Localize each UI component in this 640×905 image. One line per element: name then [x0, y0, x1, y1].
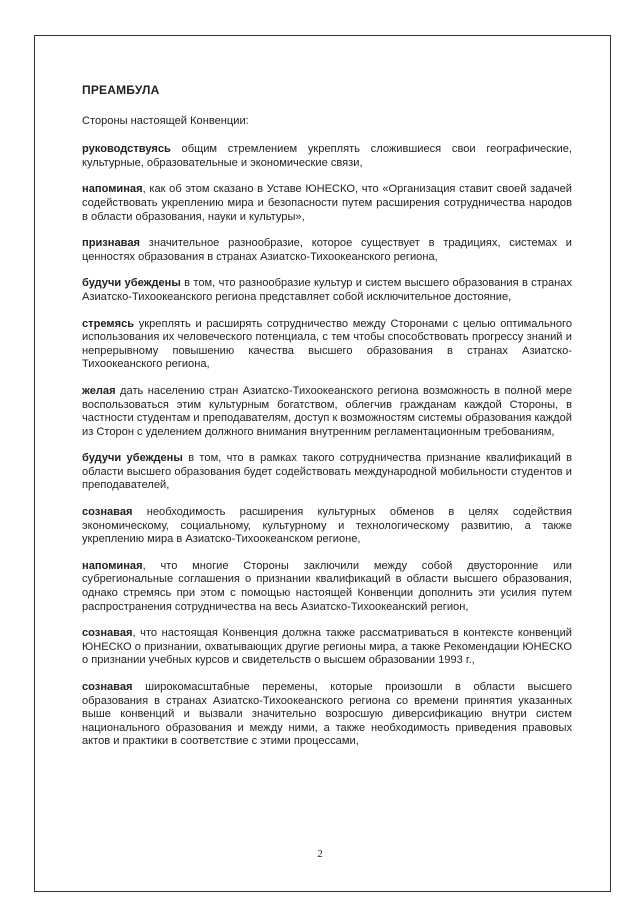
clause-keyword: сознавая — [82, 627, 133, 640]
clause-text: необходимость расширения культурных обменов в целях содействия экономическому, социальному, культурному и технологическому развитию, а также укреплению мира в Азиатско-Тихоокеанском регионе, — [82, 506, 572, 546]
clause-text: , что многие Стороны заключили между собой двусторонние или субрегиональные соглашения о признании квалификаций в области высшего образования, однако стремясь при этом с помощью настоящей Конвенции дополнить эти усилия путем распространения сотрудничества на весь Азиатско-Тихоокеанский регион, — [82, 559, 572, 613]
clause-paragraph — [82, 627, 572, 668]
clause-text: укреплять и расширять сотрудничество между Сторонами с целью оптимального использования их человеческого потенциала, с тем чтобы способствовать прогрессу знаний и непрерывному повышению качества высшего образования в странах Азиатско-Тихоокеанского региона, — [82, 317, 572, 371]
clause-text: широкомасштабные перемены, которые произошли в области высшего образования в странах Азиатско-Тихоокеанского региона со времени принятия указанных выше конвенций и вызвали значительно возросшую диверсификацию внутри систем национального образования и между ними, а также необходимость приведения правовых актов и практики в соответствие с этими процессами, — [82, 681, 572, 748]
clause-paragraph — [82, 143, 572, 170]
clause-keyword: напоминая — [82, 183, 143, 196]
clause-paragraph — [82, 237, 572, 264]
clause-paragraph — [82, 277, 572, 304]
clause-paragraph — [82, 506, 572, 547]
clause-text: общим стремлением укреплять сложившиеся свои географические, культурные, образовательные и экономические связи, — [82, 143, 572, 169]
clause-text: в том, что разнообразие культур и систем высшего образования в странах Азиатско-Тихоокеанского региона представляет собой исключительное достояние, — [82, 277, 572, 303]
intro-line: Стороны настоящей Конвенции: — [82, 114, 249, 127]
clause-keyword: стремясь — [82, 317, 135, 330]
clause-keyword: будучи убеждены — [82, 452, 183, 465]
preamble-heading: ПРЕАМБУЛА — [82, 83, 160, 97]
document-body — [82, 84, 572, 762]
clause-paragraph — [82, 318, 572, 372]
clause-keyword: сознавая — [82, 681, 133, 693]
clause-paragraph — [82, 681, 572, 749]
clause-paragraph — [82, 560, 572, 614]
clause-keyword: желая — [82, 384, 116, 397]
clause-text: значительное разнообразие, которое существует в традициях, системах и ценностях образования в странах Азиатско-Тихоокеанского региона, — [82, 237, 572, 263]
clause-keyword: будучи убеждены — [82, 277, 181, 290]
clause-text: в том, что в рамках такого сотрудничества признание квалификаций в области высшего образования будет содействовать международной мобильности студентов и преподавателей, — [82, 452, 572, 492]
clause-text: дать населению стран Азиатско-Тихоокеанского региона возможность в полной мере воспользоваться этим культурным богатством, облегчив гражданам каждой Стороны, в частности студентам и преподавателям, доступ к возможностям системы образования каждой из Сторон с уделением должного внимания внутренним регламентационным требованиям, — [82, 384, 572, 438]
clause-text: , что настоящая Конвенция должна также рассматриваться в контексте конвенций ЮНЕСКО о признании, охватывающих другие регионы мира, а также Рекомендации ЮНЕСКО о признании учебных курсов и свидетельств о высшем образовании 1993 г., — [82, 627, 572, 667]
clause-keyword: руководствуясь — [82, 143, 171, 156]
clause-text: , как об этом сказано в Уставе ЮНЕСКО, что «Организация ставит своей задачей содействовать укреплению мира и безопасности путем расширения сотрудничества народов в области образования, науки и культуры», — [82, 183, 572, 223]
clause-paragraph — [82, 385, 572, 439]
clause-paragraph — [82, 183, 572, 224]
clause-keyword: сознавая — [82, 506, 133, 519]
clause-paragraph — [82, 452, 572, 493]
clause-keyword: напоминая — [82, 559, 143, 572]
page-number: 2 — [317, 848, 323, 860]
clause-keyword: признавая — [82, 237, 140, 250]
